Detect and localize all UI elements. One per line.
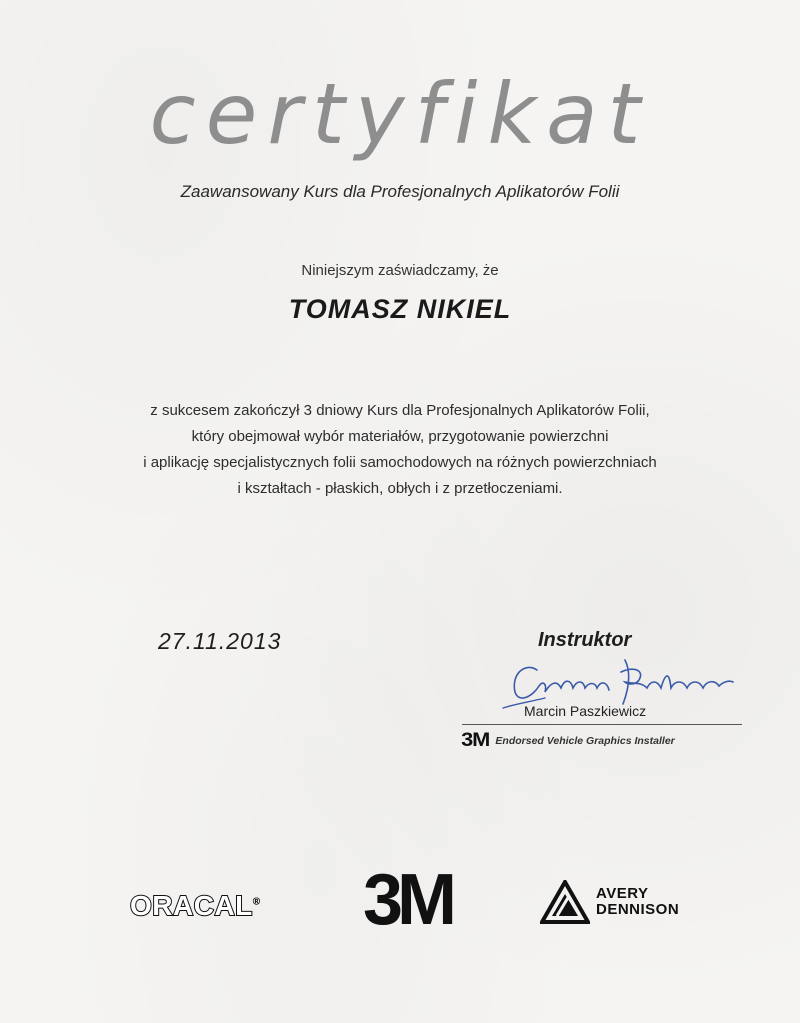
3m-small-logo: 3M bbox=[461, 730, 490, 751]
oracal-logo bbox=[130, 890, 261, 922]
certificate-body bbox=[60, 398, 740, 502]
avery-wordmark bbox=[596, 886, 679, 918]
endorsement bbox=[463, 730, 675, 752]
avery-triangle-icon bbox=[540, 880, 590, 924]
instructor-signature bbox=[485, 652, 745, 710]
avery-word: AVERY bbox=[596, 885, 649, 902]
intro-text: Niniejszym zaświadczamy, że bbox=[301, 262, 499, 279]
body-line: i kształtach - płaskich, obłych i z przetłoczeniami. bbox=[237, 480, 563, 497]
instructor-label: Instruktor bbox=[538, 629, 632, 651]
certificate-title: certyfikat bbox=[149, 65, 651, 163]
body-line: z sukcesem zakończył 3 dniowy Kurs dla Profesjonalnych Aplikatorów Folii, bbox=[150, 402, 650, 419]
avery-dennison-logo bbox=[540, 880, 679, 924]
3m-logo-text: 3M bbox=[362, 866, 452, 932]
instructor-name: Marcin Paszkiewicz bbox=[524, 703, 647, 719]
registered-mark: ® bbox=[252, 896, 261, 908]
body-line: który obejmował wybór materiałów, przygotowanie powierzchni bbox=[191, 428, 609, 445]
signature-line bbox=[462, 724, 742, 725]
oracal-logo-text: ORACAL bbox=[130, 890, 253, 921]
issue-date: 27.11.2013 bbox=[158, 628, 282, 654]
body-line: i aplikację specjalistycznych folii samochodowych na różnych powierzchniach bbox=[143, 454, 657, 471]
endorsement-text: Endorsed Vehicle Graphics Installer bbox=[495, 735, 675, 747]
course-subtitle: Zaawansowany Kurs dla Profesjonalnych Aplikatorów Folii bbox=[180, 182, 620, 201]
recipient-name: TOMASZ NIKIEL bbox=[288, 294, 512, 324]
3m-logo bbox=[352, 866, 462, 932]
dennison-word: DENNISON bbox=[596, 901, 680, 918]
